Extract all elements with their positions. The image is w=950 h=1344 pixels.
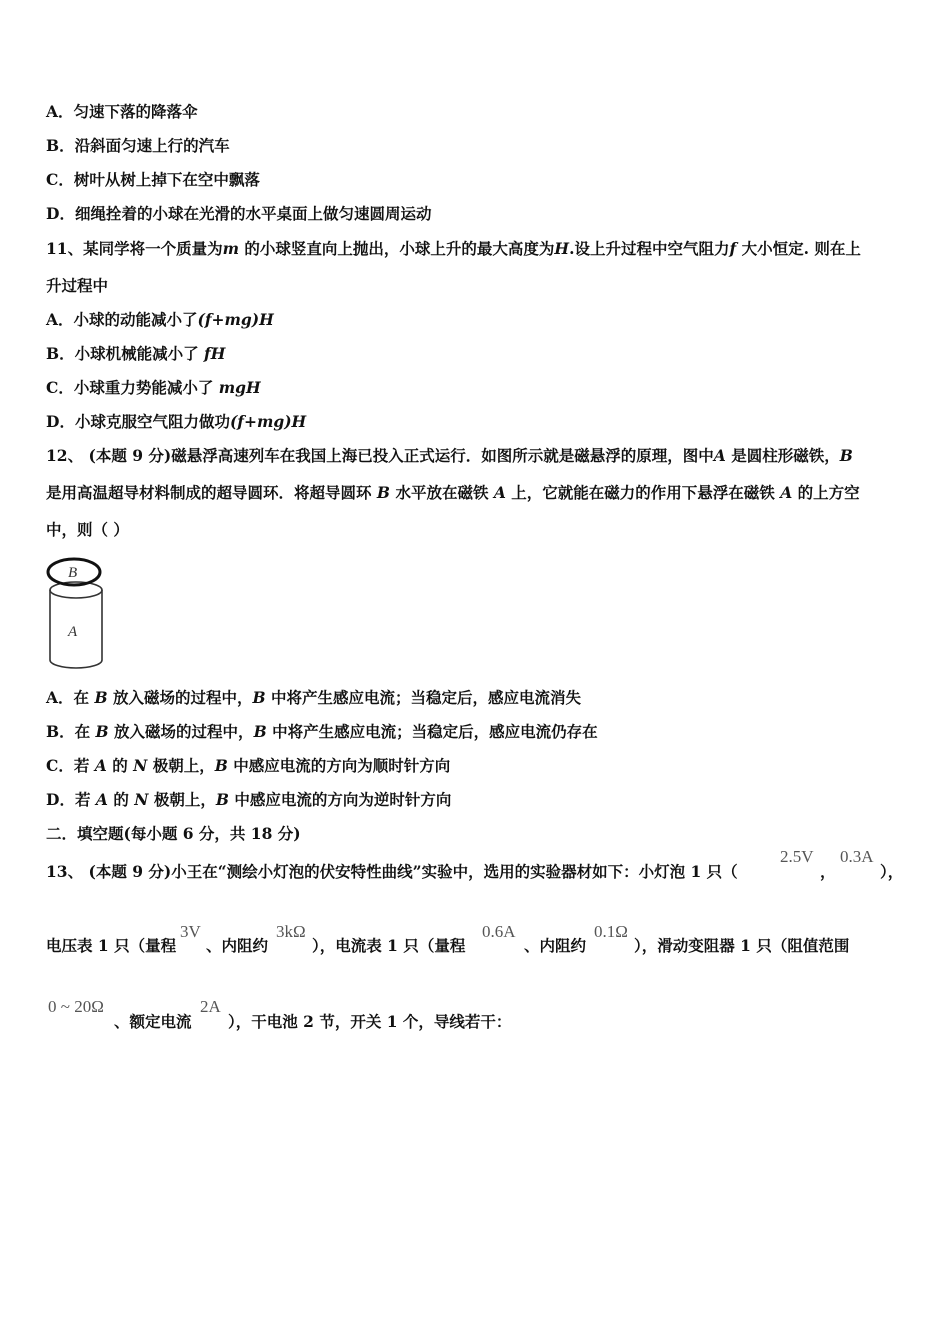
q13-line3-a: 、额定电流 [114, 1012, 192, 1031]
option-var: N [133, 756, 148, 775]
q13-line2-a: 电压表 1 只（量程 [46, 936, 177, 955]
question-number: 13、 [46, 862, 84, 881]
option-text: 中感应电流的方向为逆时针方向 [234, 790, 452, 809]
option-var: B [95, 722, 109, 741]
formula-0-1ohm: 0.1Ω [594, 922, 628, 941]
option-expr: fH [204, 344, 226, 363]
option-text: 在 [74, 722, 91, 741]
question-number: 12、 [46, 446, 84, 465]
option-var: B [214, 756, 228, 775]
formula-3v: 3V [180, 922, 201, 941]
var-a: A [493, 483, 506, 502]
q11-option-c [46, 378, 261, 398]
option-label: C． [46, 170, 74, 189]
option-expr: (f+mg)H [229, 412, 307, 431]
option-label: A． [46, 102, 74, 121]
stem-text: 上，它就能在磁力的作用下悬浮在磁铁 [511, 483, 775, 502]
q10-option-a [46, 102, 198, 122]
q10-option-b [46, 136, 230, 156]
q11-option-d [46, 412, 306, 432]
stem-text: .设上升过程中空气阻力 [569, 239, 730, 258]
stem-text: 是用高温超导材料制成的超导圆环．将超导圆环 [46, 483, 372, 502]
option-expr: mgH [218, 378, 261, 397]
stem-text: 磁悬浮高速列车在我国上海已投入正式运行．如图所示就是磁悬浮的原理，图中 [171, 446, 714, 465]
option-label: A． [46, 310, 74, 329]
var-b: B [839, 446, 853, 465]
q12-stem-line1 [46, 446, 853, 466]
option-var: N [134, 790, 149, 809]
option-text: 匀速下落的降落伞 [73, 102, 198, 121]
stem-text: 水平放在磁铁 [395, 483, 489, 502]
q13-line2-c: ），电流表 1 只（量程 [312, 936, 466, 955]
var-a: A [713, 446, 726, 465]
q13-line2-e: ），滑动变阻器 1 只（阻值范围 [634, 936, 850, 955]
stem-text: 是圆柱形磁铁， [731, 446, 840, 465]
option-label: B． [46, 344, 75, 363]
option-text: 小球的动能减小了 [73, 310, 198, 329]
option-label: B． [46, 722, 75, 741]
q12-option-c [46, 756, 450, 776]
q13-comma: ， [820, 862, 836, 881]
option-text: 中感应电流的方向为顺时针方向 [233, 756, 451, 775]
option-text: 放入磁场的过程中， [114, 722, 254, 741]
formula-0-3a: 0.3A [840, 847, 874, 866]
option-text: 极朝上， [153, 790, 216, 809]
fig-label-b: B [68, 565, 78, 581]
option-label: C． [46, 378, 74, 397]
q13-line2-d: 、内阻约 [524, 936, 587, 955]
option-text: 的 [113, 790, 129, 809]
q12-stem-line2 [46, 483, 860, 503]
stem-text: 某同学将一个质量为 [83, 239, 223, 258]
option-text: 树叶从树上掉下在空中飘落 [73, 170, 260, 189]
formula-0-6a: 0.6A [482, 922, 516, 941]
option-text: 放入磁场的过程中， [112, 688, 253, 707]
q11-option-b [46, 344, 225, 364]
option-var: B [253, 722, 267, 741]
option-text: 小球机械能减小了 [74, 344, 199, 363]
option-text: 的 [112, 756, 128, 775]
var-m: m [222, 239, 239, 258]
q10-option-c [46, 170, 260, 190]
option-var: A [95, 790, 108, 809]
var-a: A [780, 483, 793, 502]
option-text: 沿斜面匀速上行的汽车 [74, 136, 230, 155]
option-text: 中将产生感应电流；当稳定后，感应电流消失 [271, 688, 582, 707]
magnet-ring-figure [44, 552, 108, 674]
q10-option-d [46, 204, 431, 224]
formula-2a: 2A [200, 997, 221, 1016]
var-f: f [729, 239, 737, 258]
formula-3kohm: 3kΩ [276, 922, 306, 941]
option-label: D． [46, 790, 75, 809]
stem-text: 的小球竖直向上抛出，小球上升的最大高度为 [244, 239, 555, 258]
question-number: 11、 [46, 239, 84, 258]
score-tag: (本题 9 分) [88, 446, 172, 465]
q11-stem-line1 [46, 239, 861, 259]
q11-option-a [46, 310, 274, 330]
option-text: 若 [74, 790, 91, 809]
section-heading-fill-in: 二．填空题(每小题 6 分，共 18 分) [46, 824, 301, 843]
option-text: 在 [73, 688, 90, 707]
q12-option-a [46, 688, 581, 708]
option-text: 中将产生感应电流；当稳定后，感应电流仍存在 [272, 722, 598, 741]
formula-range: 0 ~ 20Ω [48, 997, 104, 1016]
formula-2-5v: 2.5V [780, 847, 814, 866]
var-b: B [376, 483, 391, 502]
option-expr: (f+mg)H [197, 310, 274, 329]
option-var: B [252, 688, 266, 707]
stem-text: 的上方空 [797, 483, 860, 502]
q13-close1: ）， [880, 862, 904, 881]
option-text: 小球克服空气阻力做功 [74, 412, 230, 431]
stem-text: 大小恒定. 则在上 [741, 239, 861, 258]
option-label: C． [46, 756, 74, 775]
q12-stem-line3: 中，则（ ） [46, 520, 129, 539]
stem-text: 小王在“测绘小灯泡的伏安特性曲线”实验中，选用的实验器材如下：小灯泡 1 只（ [171, 862, 738, 881]
q12-option-b [46, 722, 598, 742]
option-text: 小球重力势能减小了 [73, 378, 214, 397]
q13-line2-b: 、内阻约 [206, 936, 269, 955]
option-text: 极朝上， [152, 756, 215, 775]
q12-option-d [46, 790, 451, 810]
fig-label-a: A [68, 624, 78, 640]
var-h: H [554, 239, 570, 258]
score-tag: (本题 9 分) [88, 862, 172, 881]
q13-stem-line1 [46, 862, 738, 882]
option-label: B． [46, 136, 75, 155]
option-text: 若 [73, 756, 90, 775]
q13-line3-b: ），干电池 2 节，开关 1 个，导线若干： [228, 1012, 512, 1031]
option-var: B [215, 790, 229, 809]
option-var: B [94, 688, 108, 707]
q11-stem-line2: 升过程中 [46, 276, 109, 295]
option-label: D． [46, 204, 75, 223]
option-text: 细绳拴着的小球在光滑的水平桌面上做匀速圆周运动 [74, 204, 432, 223]
option-var: A [94, 756, 107, 775]
option-label: A． [46, 688, 74, 707]
option-label: D． [46, 412, 75, 431]
